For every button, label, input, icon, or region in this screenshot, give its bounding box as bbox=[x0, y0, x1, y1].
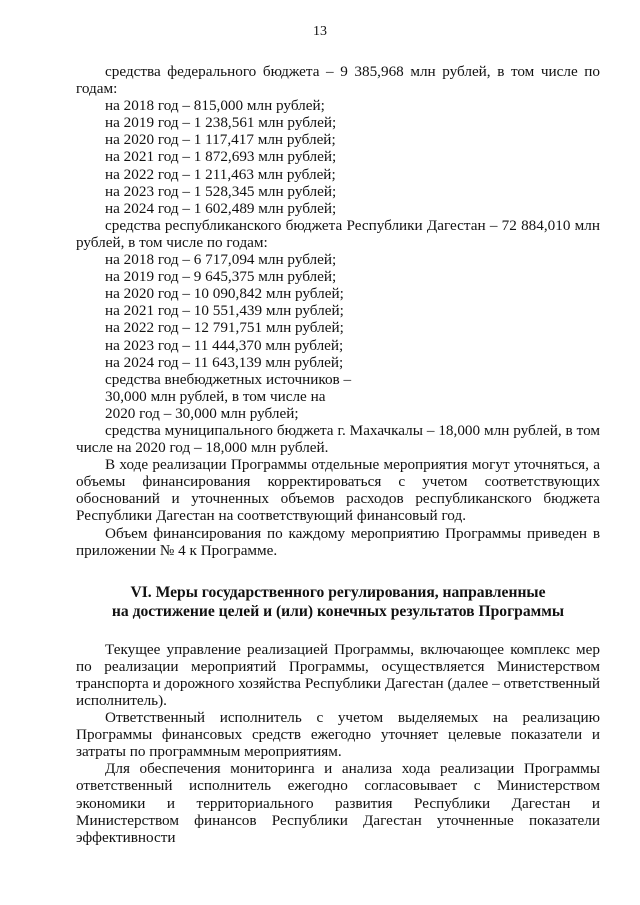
federal-year-item: на 2024 год – 1 602,489 млн рублей; bbox=[105, 199, 337, 217]
section-paragraph: Ответственный исполнитель с учетом выделяемых на реализацию Программы финансовых средств ежегодно уточняет целевые показатели и затраты по программным мероприятиям. bbox=[76, 709, 600, 761]
extrabudget-line: 2020 год – 30,000 млн рублей; bbox=[105, 404, 299, 422]
republic-year-item: на 2023 год – 11 444,370 млн рублей; bbox=[105, 336, 344, 354]
section-heading bbox=[76, 583, 600, 621]
extrabudget-line: средства внебюджетных источников – bbox=[105, 370, 352, 388]
section-heading-line: на достижение целей и (или) конечных результатов Программы bbox=[111, 602, 565, 620]
appendix-paragraph: Объем финансирования по каждому мероприятию Программы приведен в приложении № 4 к Программе. bbox=[76, 524, 600, 559]
federal-year-item: на 2020 год – 1 117,417 млн рублей; bbox=[105, 131, 336, 149]
republic-budget-intro: средства республиканского бюджета Республики Дагестан – 72 884,010 млн рублей, в том числе по годам: bbox=[76, 216, 600, 251]
federal-year-item: на 2022 год – 1 211,463 млн рублей; bbox=[105, 165, 336, 183]
republic-year-item: на 2019 год – 9 645,375 млн рублей; bbox=[105, 268, 337, 286]
federal-year-item: на 2023 год – 1 528,345 млн рублей; bbox=[105, 182, 337, 200]
republic-year-item: на 2020 год – 10 090,842 млн рублей; bbox=[105, 285, 344, 303]
clarify-paragraph: В ходе реализации Программы отдельные мероприятия могут уточняться, а объемы финансирования корректироваться с учетом соответствующих обоснований и уточненных объемов расходов республиканского бюджета Республики Дагестан на соответствующий финансовый год. bbox=[76, 456, 600, 525]
republic-year-item: на 2022 год – 12 791,751 млн рублей; bbox=[105, 319, 344, 337]
section-heading-line: VI. Меры государственного регулирования, направленные bbox=[130, 583, 546, 601]
page-number: 13 bbox=[313, 24, 327, 39]
section-paragraph: Для обеспечения мониторинга и анализа хода реализации Программы ответственный исполнитель ежегодно согласовывает с Министерством экономики и территориального развития Республики Дагестан и Министерством финансов Республики Дагестан уточненные показатели эффективности bbox=[76, 760, 600, 846]
federal-budget-intro: средства федерального бюджета – 9 385,968 млн рублей, в том числе по годам: bbox=[76, 63, 600, 98]
republic-year-item: на 2018 год – 6 717,094 млн рублей; bbox=[105, 251, 337, 269]
federal-year-item: на 2021 год – 1 872,693 млн рублей; bbox=[105, 148, 337, 166]
republic-year-item: на 2024 год – 11 643,139 млн рублей; bbox=[105, 353, 344, 371]
municipal-budget-paragraph: средства муниципального бюджета г. Махачкалы – 18,000 млн рублей, в том числе на 2020 год – 18,000 млн рублей. bbox=[76, 421, 600, 457]
federal-year-item: на 2019 год – 1 238,561 млн рублей; bbox=[105, 114, 337, 132]
page-content bbox=[76, 63, 600, 846]
extrabudget-line: 30,000 млн рублей, в том числе на bbox=[105, 387, 326, 405]
federal-year-item: на 2018 год – 815,000 млн рублей; bbox=[105, 97, 325, 115]
section-paragraph: Текущее управление реализацией Программы, включающее комплекс мер по реализации мероприятий Программы, осуществляется Министерством транспорта и дорожного хозяйства Республики Дагестан (далее – ответственный исполнитель). bbox=[76, 640, 600, 709]
republic-year-item: на 2021 год – 10 551,439 млн рублей; bbox=[105, 302, 344, 320]
